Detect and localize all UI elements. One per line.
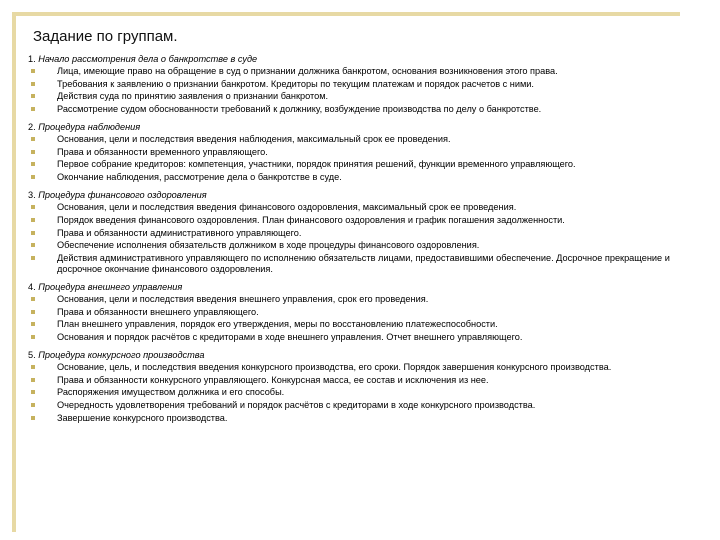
section-heading xyxy=(28,350,696,361)
list-item-text: Основания и порядок расчётов с кредиторами в ходе внешнего управления. Отчет внешнего управляющего. xyxy=(57,331,523,342)
list-item xyxy=(28,387,696,398)
bullet-list xyxy=(28,294,696,343)
list-item-text: Основания, цели и последствия введения наблюдения, максимальный срок ее проведения. xyxy=(57,134,451,145)
square-bullet-icon xyxy=(31,403,35,407)
square-bullet-icon xyxy=(31,297,35,301)
list-item xyxy=(28,159,696,170)
section-heading xyxy=(28,190,696,201)
section-heading-text: Процедура конкурсного производства xyxy=(38,349,205,360)
list-item-text: Рассмотрение судом обоснованности требований к должнику, возбуждение производства по делу о банкротстве. xyxy=(57,104,542,115)
square-bullet-icon xyxy=(31,150,35,154)
section-heading xyxy=(28,54,696,65)
section-4 xyxy=(28,282,696,343)
list-item xyxy=(28,375,696,386)
square-bullet-icon xyxy=(31,107,35,111)
list-item-text: Распоряжения имуществом должника и его способы. xyxy=(57,387,285,398)
list-item-text: План внешнего управления, порядок его утверждения, меры по восстановлению платежеспособности. xyxy=(57,319,498,330)
list-item-text: Завершение конкурсного производства. xyxy=(57,412,228,423)
list-item-text: Права и обязанности конкурсного управляющего. Конкурсная масса, ее состав и исключения из нее. xyxy=(57,374,489,385)
list-item-text: Очередность удовлетворения требований и порядок расчётов с кредиторами в ходе конкурсного производства. xyxy=(57,400,536,410)
bullet-list xyxy=(28,134,696,183)
list-item xyxy=(28,91,696,102)
list-item-text: Обеспечение исполнения обязательств должником в ходе процедуры финансового оздоровления. xyxy=(57,240,480,251)
section-3 xyxy=(28,190,696,275)
list-item xyxy=(28,307,696,318)
section-heading-text: Процедура внешнего управления xyxy=(38,281,183,292)
section-number: 1. xyxy=(28,54,36,64)
square-bullet-icon xyxy=(31,94,35,98)
square-bullet-icon xyxy=(31,243,35,247)
section-number: 2. xyxy=(28,122,36,133)
assignment-list xyxy=(28,54,696,431)
square-bullet-icon xyxy=(31,218,35,222)
list-item-text: Порядок введения финансового оздоровления. План финансового оздоровления и график погашения задолженности. xyxy=(57,214,565,225)
list-item-text: Права и обязанности временного управляющего. xyxy=(57,146,268,157)
list-item xyxy=(28,253,696,275)
section-2 xyxy=(28,122,696,183)
section-1 xyxy=(28,54,696,115)
list-item xyxy=(28,134,696,145)
list-item xyxy=(28,413,696,424)
list-item xyxy=(28,294,696,305)
decorative-frame-left xyxy=(12,12,16,532)
list-item xyxy=(28,104,696,115)
list-item xyxy=(28,79,696,90)
list-item-text: Лица, имеющие право на обращение в суд о признании должника банкротом, основания возникновения этого права. xyxy=(57,66,558,76)
section-heading-text: Начало рассмотрения дела о банкротстве в суде xyxy=(38,54,258,64)
list-item xyxy=(28,215,696,226)
square-bullet-icon xyxy=(31,416,35,420)
square-bullet-icon xyxy=(31,322,35,326)
square-bullet-icon xyxy=(31,335,35,339)
square-bullet-icon xyxy=(31,378,35,382)
section-heading-text: Процедура наблюдения xyxy=(38,122,141,133)
list-item xyxy=(28,240,696,251)
list-item xyxy=(28,172,696,183)
list-item xyxy=(28,202,696,213)
list-item xyxy=(28,400,696,411)
section-number: 5. xyxy=(28,349,36,360)
section-heading-text: Процедура финансового оздоровления xyxy=(38,190,207,201)
square-bullet-icon xyxy=(31,205,35,209)
square-bullet-icon xyxy=(31,82,35,86)
list-item-text: Действия административного управляющего по исполнению обязательств лицами, предоставившими обеспечение. Досрочное прекращение и досрочное окончание финансового оздоровления. xyxy=(57,252,670,274)
list-item-text: Основания, цели и последствия введения финансового оздоровления, максимальный срок ее проведения. xyxy=(57,202,517,213)
list-item-text: Окончание наблюдения, рассмотрение дела о банкротстве в суде. xyxy=(57,172,342,183)
bullet-list xyxy=(28,202,696,275)
list-item-text: Требования к заявлению о признании банкротом. Кредиторы по текущим платежам и порядок расчетов с ними. xyxy=(57,78,534,89)
square-bullet-icon xyxy=(31,256,35,260)
list-item-text: Действия суда по принятию заявления о признании банкротом. xyxy=(57,91,329,102)
square-bullet-icon xyxy=(31,310,35,314)
list-item-text: Основания, цели и последствия введения внешнего управления, срок его проведения. xyxy=(57,293,429,304)
section-number: 3. xyxy=(28,190,36,201)
list-item xyxy=(28,228,696,239)
bullet-list xyxy=(28,66,696,115)
square-bullet-icon xyxy=(31,390,35,394)
list-item xyxy=(28,319,696,330)
square-bullet-icon xyxy=(31,162,35,166)
section-5 xyxy=(28,350,696,424)
section-heading xyxy=(28,122,696,133)
list-item-text: Основание, цель, и последствия введения конкурсного производства, его сроки. Порядок завершения конкурсного производства. xyxy=(57,361,612,372)
square-bullet-icon xyxy=(31,365,35,369)
square-bullet-icon xyxy=(31,69,35,73)
section-heading xyxy=(28,282,696,293)
list-item-text: Права и обязанности административного управляющего. xyxy=(57,227,302,238)
square-bullet-icon xyxy=(31,137,35,141)
bullet-list xyxy=(28,362,696,424)
page-title: Задание по группам. xyxy=(33,28,178,45)
list-item-text: Первое собрание кредиторов: компетенция, участники, порядок принятия решений, функции временного управляющего. xyxy=(57,159,576,170)
square-bullet-icon xyxy=(31,231,35,235)
list-item-text: Права и обязанности внешнего управляющего. xyxy=(57,306,259,317)
list-item xyxy=(28,66,696,77)
square-bullet-icon xyxy=(31,175,35,179)
list-item xyxy=(28,147,696,158)
decorative-frame-top xyxy=(12,12,680,16)
section-number: 4. xyxy=(28,281,36,292)
list-item xyxy=(28,332,696,343)
list-item xyxy=(28,362,696,373)
